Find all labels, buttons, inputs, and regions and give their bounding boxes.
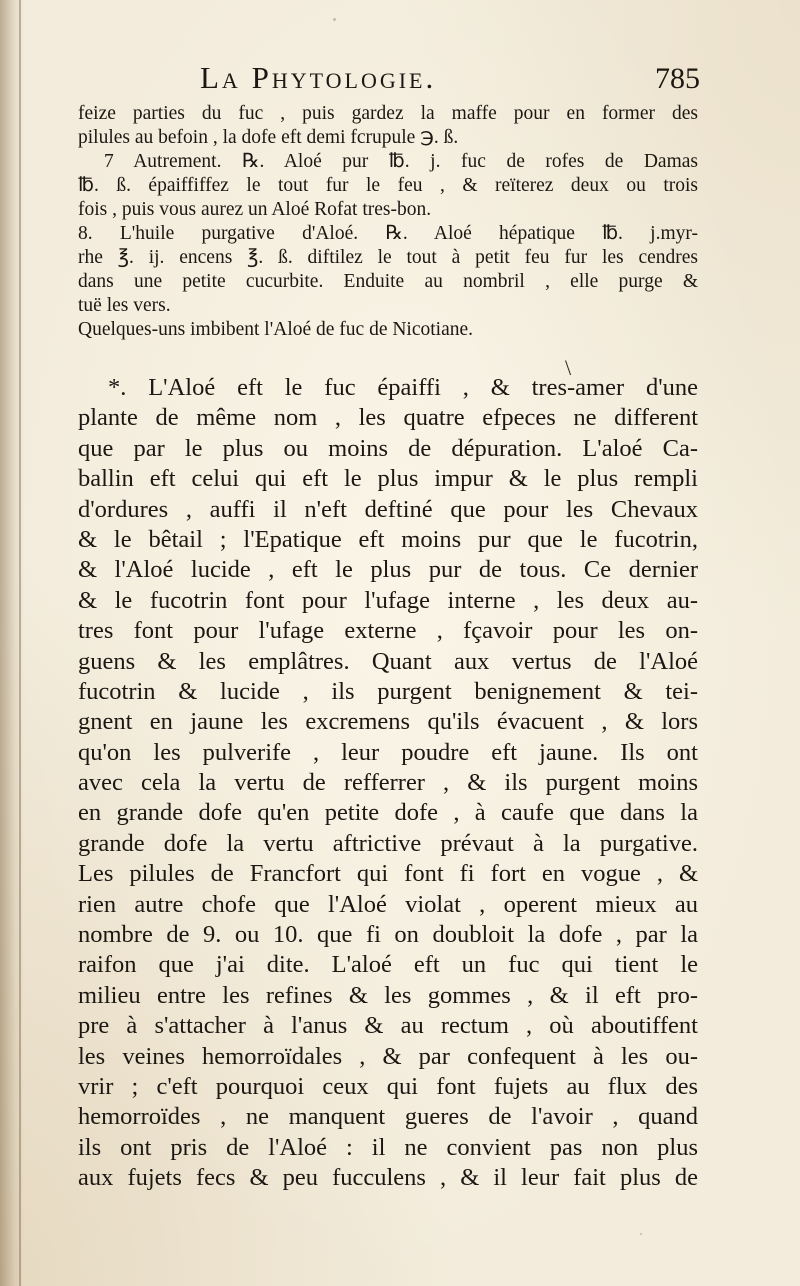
section-mark: \ — [565, 355, 572, 380]
text-line: & l'Aloé lucide , eft le plus pur de tous. Ce dernier — [78, 556, 698, 584]
commentary-block — [78, 373, 698, 1194]
text-line: 7 Autrement. ℞. Aloé pur ℔. j. fuc de rofes de Damas — [104, 151, 698, 172]
text-line: plante de même nom , les quatre efpeces ne different — [78, 404, 698, 432]
text-line: les veines hemorroïdales , & par confequent à les ou- — [78, 1042, 698, 1070]
text-line: fucotrin & lucide , ils purgent benignement & tei- — [78, 677, 698, 705]
text-line: hemorroïdes , ne manquent gueres de l'avoir , quand — [78, 1103, 698, 1131]
text-line: rien autre chofe que l'Aloé violat , operent mieux au — [78, 890, 698, 918]
text-line: vrir ; c'eft pourquoi ceux qui font fujets au flux des — [78, 1072, 698, 1100]
text-line: *. L'Aloé eft le fuc épaiffi , & tres-amer d'une — [108, 374, 698, 401]
text-line: 8. L'huile purgative d'Aloé. ℞. Aloé hépatique ℔. j.myr- — [78, 223, 698, 244]
text-line: & le bêtail ; l'Epatique eft moins pur que le fucotrin, — [78, 525, 698, 553]
text-line: tres font pour l'ufage externe , fçavoir pour les on- — [78, 617, 698, 645]
text-line: pre à s'attacher à l'anus & au rectum , où aboutiffent — [78, 1012, 698, 1040]
page-header — [200, 60, 700, 100]
text-line: tuë les vers. — [78, 295, 171, 316]
ink-speck — [640, 1233, 642, 1235]
text-line: Quelques-uns imbibent l'Aloé de fuc de Nicotiane. — [78, 319, 474, 340]
binding-edge — [19, 0, 21, 1286]
text-line: feize parties du fuc , puis gardez la maffe pour en former des — [78, 103, 698, 124]
ink-speck — [333, 18, 336, 21]
text-line: dans une petite cucurbite. Enduite au nombril , elle purge & — [78, 271, 698, 292]
text-line: grande dofe la vertu aftrictive prévaut à la purgative. — [78, 829, 698, 857]
text-line: en grande dofe qu'en petite dofe , à caufe que dans la — [78, 799, 698, 827]
text-line: aux fujets fecs & peu fucculens , & il leur fait plus de — [78, 1164, 698, 1192]
text-line: pilules au befoin , la dofe eft demi fcrupule ℈. ß. — [78, 127, 459, 148]
recipe-block — [78, 102, 698, 342]
text-line: avec cela la vertu de refferrer , & ils purgent moins — [78, 769, 698, 797]
text-line: d'ordures , auffi il n'eft deftiné que pour les Chevaux — [78, 495, 698, 523]
text-line: fois , puis vous aurez un Aloé Rofat tres-bon. — [78, 199, 432, 220]
text-line: qu'on les pulverife , leur poudre eft jaune. Ils ont — [78, 738, 698, 766]
text-line: guens & les emplâtres. Quant aux vertus de l'Aloé — [78, 647, 698, 675]
text-line: ℔. ß. épaiffiffez le tout fur le feu , & reïterez deux ou trois — [78, 175, 698, 196]
text-line: & le fucotrin font pour l'ufage interne , les deux au- — [78, 586, 698, 614]
text-line: raifon que j'ai dite. L'aloé eft un fuc qui tient le — [78, 951, 698, 979]
text-line: milieu entre les refines & les gommes , & il eft pro- — [78, 981, 698, 1009]
text-line: nombre de 9. ou 10. que fi on doubloit la dofe , par la — [78, 921, 698, 949]
text-line: rhe ℥. ij. encens ℥. ß. diftilez le tout à petit feu fur les cendres — [78, 247, 698, 268]
text-line: que par le plus ou moins de dépuration. L'aloé Ca- — [78, 434, 698, 462]
running-title: La Phytologie. — [200, 60, 437, 95]
text-line: ballin eft celui qui eft le plus impur & le plus rempli — [78, 465, 698, 493]
text-line: gnent en jaune les excremens qu'ils évacuent , & lors — [78, 708, 698, 736]
text-line: Les pilules de Francfort qui font fi fort en vogue , & — [78, 860, 698, 888]
page-number: 785 — [655, 62, 700, 95]
text-line: ils ont pris de l'Aloé : il ne convient pas non plus — [78, 1133, 698, 1161]
